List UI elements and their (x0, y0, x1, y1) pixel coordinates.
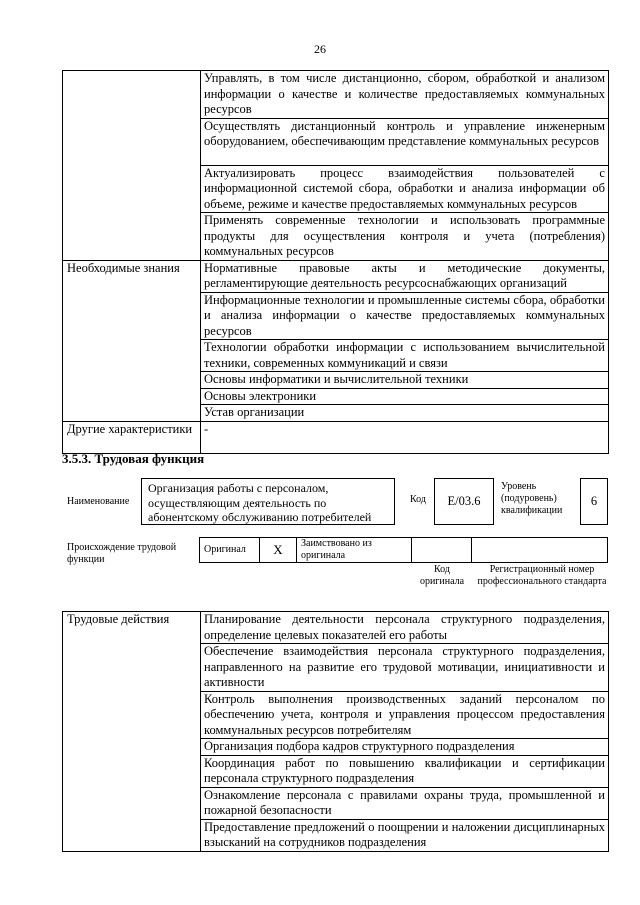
original-mark: X (260, 538, 297, 563)
page-number: 26 (314, 42, 326, 56)
name-label: Наименование (67, 496, 130, 507)
row-text: Ознакомление персонала с правилами охраны труда, промышленной и пожарной безопасности (201, 787, 609, 819)
row-text: Актуализировать процесс взаимодействия пользователей с информационной системой сбора, обработки и анализа информации об объеме, режиме и качестве предоставляемых коммунальных ресурсов (201, 165, 609, 213)
origin-label: Происхождение трудовой функции (67, 542, 177, 565)
row-text: Предоставление предложений о поощрении и наложении дисциплинарных взысканий на сотрудников подразделения (201, 819, 609, 851)
labor-actions-table (62, 611, 609, 852)
row-text: Организация подбора кадров структурного подразделения (201, 739, 609, 756)
row-text: Контроль выполнения производственных заданий персоналом по обеспечению учета, контроля и управления процессом предоставления коммунальных ресурсов потребителям (201, 691, 609, 739)
row-label (63, 71, 201, 261)
row-text: Основы электроники (201, 388, 609, 405)
table-row (63, 421, 609, 453)
row-text: Основы информатики и вычислительной техники (201, 372, 609, 389)
code-original-label: Код оригинала (419, 564, 465, 587)
row-text: Нормативные правовые акты и методические документы, регламентирующие деятельность ресурсоснабжающих организаций (201, 260, 609, 292)
row-text: Координация работ по повышению квалификации и сертификации персонала структурного подразделения (201, 755, 609, 787)
row-label: Трудовые действия (63, 612, 201, 852)
row-text: Применять современные технологии и использовать программные продукты для осуществления контроля и учета (потребления) коммунальных ресурсов (201, 213, 609, 261)
original-label: Оригинал (200, 538, 260, 563)
level-box: 6 (580, 478, 608, 525)
row-text: Планирование деятельности персонала структурного подразделения, определение целевых показателей его работы (201, 612, 609, 644)
table-row (63, 612, 609, 644)
reg-number-label: Регистрационный номер профессионального стандарта (477, 564, 607, 587)
row-label: Другие характеристики (63, 421, 201, 453)
code-label: Код (410, 494, 426, 505)
row-text: Информационные технологии и промышленные системы сбора, обработки и анализа информации о качестве предоставляемых коммунальных ресурсов (201, 292, 609, 340)
row-text: Обеспечение взаимодействия персонала структурного подразделения, направленного на развитие его трудовой мотивации, инициативности и активности (201, 644, 609, 692)
skills-knowledge-table (62, 70, 609, 454)
level-label: Уровень (подуровень) квалификации (501, 481, 563, 516)
row-text: Технологии обработки информации с использованием вычислительной техники, современных коммуникаций и связи (201, 340, 609, 372)
row-text: - (201, 421, 609, 453)
function-name-box: Организация работы с персоналом, осуществляющим деятельность по абонентскому обслуживанию потребителей (141, 478, 395, 525)
section-title: 3.5.3. Трудовая функция (62, 451, 205, 466)
code-box: E/03.6 (434, 478, 494, 525)
borrowed-label: Заимствовано из оригинала (297, 538, 412, 563)
row-text: Управлять, в том числе дистанционно, сбором, обработкой и анализом информации о качестве и количестве предоставляемых коммунальных ресурсов (201, 71, 609, 119)
row-text: Устав организации (201, 405, 609, 422)
origin-table (199, 537, 608, 563)
reg-number-cell (472, 538, 608, 563)
table-row (63, 71, 609, 119)
row-text: Осуществлять дистанционный контроль и управление инженерным оборудованием, обеспечивающим представление коммунальных ресурсов (201, 118, 609, 165)
code-original-cell (412, 538, 472, 563)
row-label: Необходимые знания (63, 260, 201, 421)
table-row (63, 260, 609, 292)
